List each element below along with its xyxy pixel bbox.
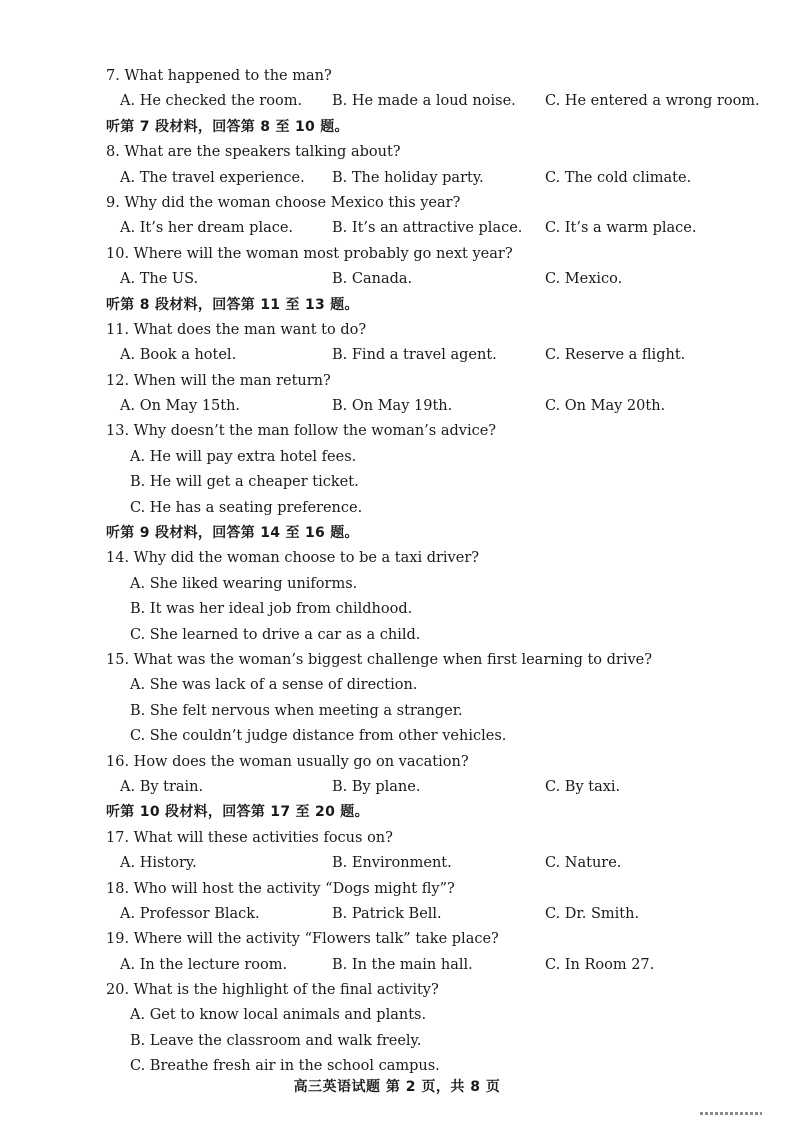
section-line xyxy=(0,521,794,546)
option-a: A. The US. xyxy=(120,271,199,288)
question-line xyxy=(0,826,794,851)
option-b: B. The holiday party. xyxy=(332,169,484,186)
option-text: A. She was lack of a sense of direction. xyxy=(130,677,418,694)
question-text: 9. Why did the woman choose Mexico this year? xyxy=(106,194,461,211)
option-b: B. Environment. xyxy=(332,855,452,872)
option-line xyxy=(0,1003,794,1028)
question-text: 16. How does the woman usually go on vacation? xyxy=(106,753,469,770)
option-a: A. In the lecture room. xyxy=(120,956,288,973)
option-a: A. By train. xyxy=(120,778,204,795)
option-text: C. She learned to drive a car as a child. xyxy=(130,626,421,643)
option-row xyxy=(0,166,794,191)
option-c: C. Mexico. xyxy=(545,271,623,288)
page-footer: 高三英语试题 第 2 页，共 8 页 xyxy=(293,1079,501,1095)
option-text: A. She liked wearing uniforms. xyxy=(130,575,358,592)
question-line xyxy=(0,927,794,952)
option-c: C. The cold climate. xyxy=(545,169,692,186)
option-c: C. Reserve a flight. xyxy=(545,347,686,364)
question-text: 13. Why doesn’t the man follow the woman’s advice? xyxy=(106,423,497,440)
question-line xyxy=(0,750,794,775)
scan-mark xyxy=(700,1112,762,1115)
question-line xyxy=(0,140,794,165)
option-text: C. He has a seating preference. xyxy=(130,499,363,516)
question-text: 17. What will these activities focus on? xyxy=(106,829,393,846)
question-line xyxy=(0,318,794,343)
option-line xyxy=(0,496,794,521)
option-text: B. It was her ideal job from childhood. xyxy=(130,601,413,618)
option-b: B. Canada. xyxy=(332,271,413,288)
option-c: C. On May 20th. xyxy=(545,398,666,415)
question-text: 12. When will the man return? xyxy=(106,372,331,389)
option-a: A. Professor Black. xyxy=(120,905,260,922)
option-text: A. He will pay extra hotel fees. xyxy=(130,448,357,465)
option-line xyxy=(0,470,794,495)
question-text: 20. What is the highlight of the final activity? xyxy=(106,982,439,999)
question-line xyxy=(0,242,794,267)
question-line xyxy=(0,978,794,1003)
section-line xyxy=(0,115,794,140)
question-line xyxy=(0,546,794,571)
question-text: 8. What are the speakers talking about? xyxy=(106,144,401,161)
question-text: 7. What happened to the man? xyxy=(106,68,332,84)
option-row xyxy=(0,394,794,419)
section-instruction: 听第 7 段材料，回答第 8 至 10 题。 xyxy=(106,118,349,135)
option-b: B. He made a loud noise. xyxy=(332,93,516,110)
question-line xyxy=(0,64,794,89)
option-b: B. By plane. xyxy=(332,778,421,795)
option-a: A. He checked the room. xyxy=(120,93,303,110)
question-line xyxy=(0,877,794,902)
section-instruction: 听第 10 段材料，回答第 17 至 20 题。 xyxy=(106,804,369,821)
option-text: C. Breathe fresh air in the school campus. xyxy=(130,1058,440,1075)
option-a: A. Book a hotel. xyxy=(120,347,237,364)
question-text: 10. Where will the woman most probably go next year? xyxy=(106,245,513,262)
option-text: B. She felt nervous when meeting a stranger. xyxy=(130,702,463,719)
option-line xyxy=(0,699,794,724)
option-a: A. On May 15th. xyxy=(120,398,241,415)
option-a: A. The travel experience. xyxy=(120,169,305,186)
option-c: C. It’s a warm place. xyxy=(545,220,697,237)
option-row xyxy=(0,775,794,800)
option-line xyxy=(0,673,794,698)
option-line xyxy=(0,445,794,470)
question-text: 15. What was the woman’s biggest challenge when first learning to drive? xyxy=(106,651,653,668)
option-b: B. It’s an attractive place. xyxy=(332,220,523,237)
option-row xyxy=(0,953,794,978)
section-instruction: 听第 8 段材料，回答第 11 至 13 题。 xyxy=(106,296,359,313)
question-text: 14. Why did the woman choose to be a taxi driver? xyxy=(106,550,480,567)
option-b: B. Patrick Bell. xyxy=(332,905,442,922)
option-text: B. Leave the classroom and walk freely. xyxy=(130,1032,422,1049)
option-c: C. In Room 27. xyxy=(545,956,655,973)
option-row xyxy=(0,216,794,241)
question-line xyxy=(0,419,794,444)
option-c: C. Dr. Smith. xyxy=(545,905,640,922)
option-text: B. He will get a cheaper ticket. xyxy=(130,474,359,491)
option-row xyxy=(0,267,794,292)
section-line xyxy=(0,293,794,318)
option-line xyxy=(0,724,794,749)
option-b: B. In the main hall. xyxy=(332,956,473,973)
question-list xyxy=(0,64,794,1080)
option-row xyxy=(0,343,794,368)
option-row xyxy=(0,89,794,114)
option-text: C. She couldn’t judge distance from other vehicles. xyxy=(130,728,507,745)
option-line xyxy=(0,623,794,648)
option-b: B. Find a travel agent. xyxy=(332,347,497,364)
option-c: C. He entered a wrong room. xyxy=(545,93,760,110)
option-c: C. Nature. xyxy=(545,855,622,872)
option-row xyxy=(0,851,794,876)
option-line xyxy=(0,597,794,622)
question-text: 19. Where will the activity “Flowers talk” take place? xyxy=(106,931,499,948)
question-line xyxy=(0,191,794,216)
option-line xyxy=(0,1029,794,1054)
option-a: A. It’s her dream place. xyxy=(120,220,294,237)
question-line xyxy=(0,648,794,673)
option-b: B. On May 19th. xyxy=(332,398,453,415)
section-line xyxy=(0,800,794,825)
question-text: 18. Who will host the activity “Dogs might fly”? xyxy=(106,880,455,897)
option-a: A. History. xyxy=(120,855,197,872)
section-instruction: 听第 9 段材料，回答第 14 至 16 题。 xyxy=(106,525,359,542)
option-c: C. By taxi. xyxy=(545,778,621,795)
option-row xyxy=(0,902,794,927)
option-text: A. Get to know local animals and plants. xyxy=(130,1007,427,1024)
question-line xyxy=(0,369,794,394)
option-line xyxy=(0,572,794,597)
question-text: 11. What does the man want to do? xyxy=(106,321,367,338)
